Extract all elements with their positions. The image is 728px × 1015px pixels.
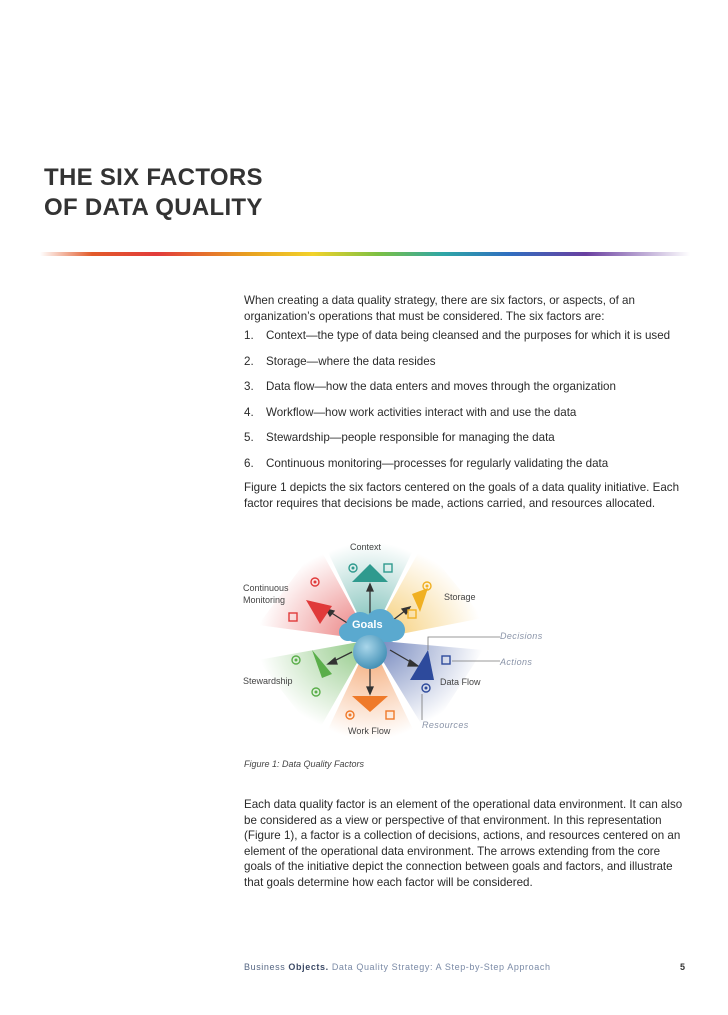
list-item-text: Stewardship—people responsible for managing the data [266, 431, 555, 444]
footer-brand-business: Business [244, 962, 289, 972]
list-item [244, 430, 684, 456]
intro-paragraph: When creating a data quality strategy, there are six factors, or aspects, of an organization’s operations that must be considered. The six factors are: [244, 294, 635, 323]
list-item-text: Data flow—how the data enters and moves through the organization [266, 380, 616, 393]
rainbow-divider [40, 252, 690, 256]
intro-section [244, 293, 684, 481]
list-item-number: 6. [244, 456, 254, 470]
list-item-text: Context—the type of data being cleansed and the purposes for which it is used [266, 329, 671, 342]
factor-list [244, 328, 684, 481]
label-data-flow: Data Flow [440, 677, 481, 687]
list-item-number: 2. [244, 354, 254, 368]
label-resources: Resources [422, 720, 469, 730]
page-title [44, 163, 263, 223]
footer-brand [244, 962, 329, 972]
label-monitoring: Monitoring [243, 595, 286, 605]
title-line-1: THE SIX FACTORS [44, 164, 263, 191]
footer-document-title: Data Quality Strategy: A Step-by-Step Approach [328, 962, 551, 972]
label-work-flow: Work Flow [348, 726, 391, 736]
footer-brand-objects: Objects. [288, 962, 329, 972]
list-item-text: Storage—where the data resides [266, 354, 436, 368]
list-item-number: 1. [244, 329, 254, 342]
list-item-number: 3. [244, 380, 254, 393]
page-footer [244, 962, 551, 972]
label-storage: Storage [444, 592, 476, 602]
label-continuous: Continuous [243, 583, 289, 593]
page-number: 5 [680, 962, 686, 972]
figure-intro-paragraph: Figure 1 depicts the six factors centered on the goals of a data quality initiative. Each factor requires that decisions be made, actions carried, and resources allocated. [244, 481, 680, 510]
list-item [244, 328, 684, 354]
goals-sphere [353, 635, 387, 669]
figure-caption: Figure 1: Data Quality Factors [244, 759, 365, 769]
label-goals: Goals [352, 619, 383, 631]
data-quality-factors-diagram [228, 530, 558, 750]
label-context: Context [350, 542, 382, 552]
list-item [244, 379, 684, 405]
label-stewardship: Stewardship [243, 676, 293, 686]
closing-paragraph: Each data quality factor is an element of the operational data environment. It can also be considered as a view or perspective of that environment. In this representation (Figure 1), a factor is a collection of decisions, actions, and resources centered on an element of the operational data environment. The arrows extending from the core goals of the initiative depict the connection between goals and factors, and illustrate that goals determine how each factor will be considered. [244, 798, 683, 889]
list-item [244, 354, 684, 380]
list-item [244, 456, 684, 482]
label-decisions: Decisions [500, 631, 543, 641]
list-item [244, 405, 684, 431]
label-actions: Actions [500, 657, 533, 667]
list-item-text: Continuous monitoring—processes for regularly validating the data [266, 456, 609, 470]
list-item-number: 4. [244, 405, 254, 419]
title-line-2: OF DATA QUALITY [44, 194, 263, 221]
list-item-text: Workflow—how work activities interact with and use the data [266, 405, 577, 419]
list-item-number: 5. [244, 431, 254, 444]
